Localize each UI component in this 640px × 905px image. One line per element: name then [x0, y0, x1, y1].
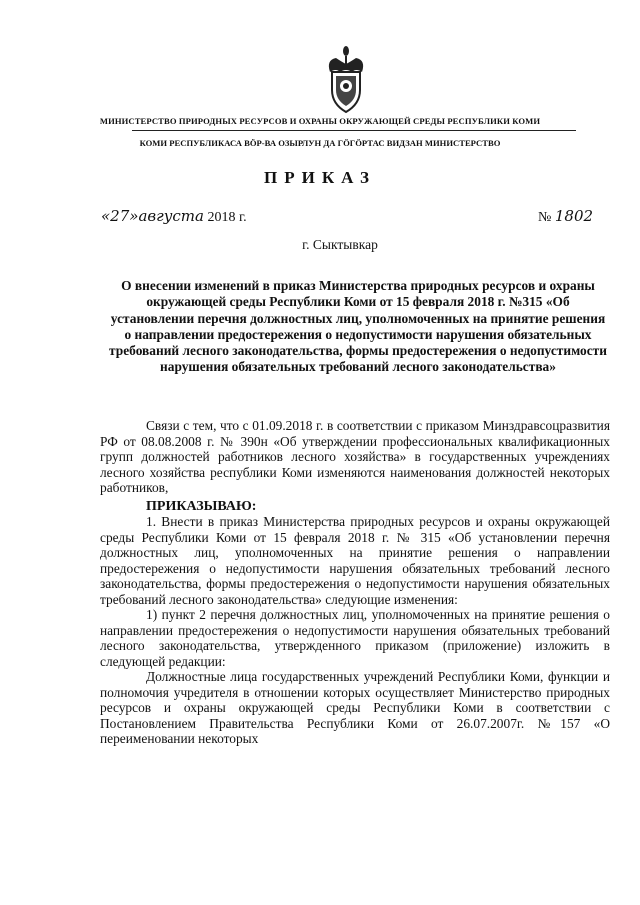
date-year: 2018 г.: [207, 210, 247, 225]
ministry-name-komi: КОМИ РЕСПУБЛИКАСА ВӦР-ВА ОЗЫРЛУН ДА ГӦГӦРТАС ВИДЗАН МИНИСТЕРСТВО: [139, 138, 501, 148]
document-date: [101, 207, 247, 226]
document-title: ПРИКАЗ: [264, 168, 376, 187]
subitem-1-paragraph: 1) пункт 2 перечня должностных лиц, уполномоченных на принятие решения о направлении предостережения о недопустимости нарушения обязательных требований лесного законодательства, утвержденного приказом (приложение) изложить в следующей редакции:: [100, 607, 610, 669]
header-divider: [132, 130, 576, 131]
number-label: №: [538, 210, 552, 225]
handwritten-date: «27»августа: [101, 207, 204, 225]
preamble-paragraph: Связи с тем, что с 01.09.2018 г. в соответствии с приказом Минздравсоцразвития РФ от 08.08.2008 г. № 390н «Об утверждении профессиональных квалификационных групп должностей работников лесного хозяйства» в государственных учреждениях лесного хозяйства республики Коми изменяются наименования должностей некоторых работников,: [100, 418, 610, 495]
coat-of-arms-emblem: [322, 42, 370, 116]
ministry-name-russian: МИНИСТЕРСТВО ПРИРОДНЫХ РЕСУРСОВ И ОХРАНЫ ОКРУЖАЮЩЕЙ СРЕДЫ РЕСПУБЛИКИ КОМИ: [99, 116, 541, 126]
order-subject: О внесении изменений в приказ Министерства природных ресурсов и охраны окружающей среды Республики Коми от 15 февраля 2018 г. №315 «Об установлении перечня должностных лиц, уполномоченных на принятие решения о направлении предостережения о недопустимости нарушения обязательных требований лесного законодательства, формы предостережения о недопустимости нарушения обязательных требований лесного законодательства»: [109, 278, 607, 375]
handwritten-number: 1802: [554, 207, 594, 225]
document-number: [538, 207, 593, 226]
city-line: г. Сыктывкар: [302, 237, 378, 252]
document-body: [100, 418, 610, 747]
order-keyword: ПРИКАЗЫВАЮ:: [146, 498, 257, 514]
item-1-paragraph: 1. Внести в приказ Министерства природных ресурсов и охраны окружающей среды Республики Коми от 15 февраля 2018 г. № 315 «Об установлении перечня должностных лиц, уполномоченных на принятие решения о направлении предостережения о недопустимости нарушения обязательных требований лесного законодательства, формы предостережения о недопустимости нарушения обязательных требований лесного законодательства» следующие изменения:: [100, 514, 610, 607]
quoted-paragraph: Должностные лица государственных учреждений Республики Коми, функции и полномочия учредителя в отношении которых осуществляет Министерство природных ресурсов и охраны окружающей среды Республики Коми в соответствии с Постановлением Правительства Республики Коми от 26.07.2007г. №157 «О переименовании некоторых: [100, 669, 610, 746]
